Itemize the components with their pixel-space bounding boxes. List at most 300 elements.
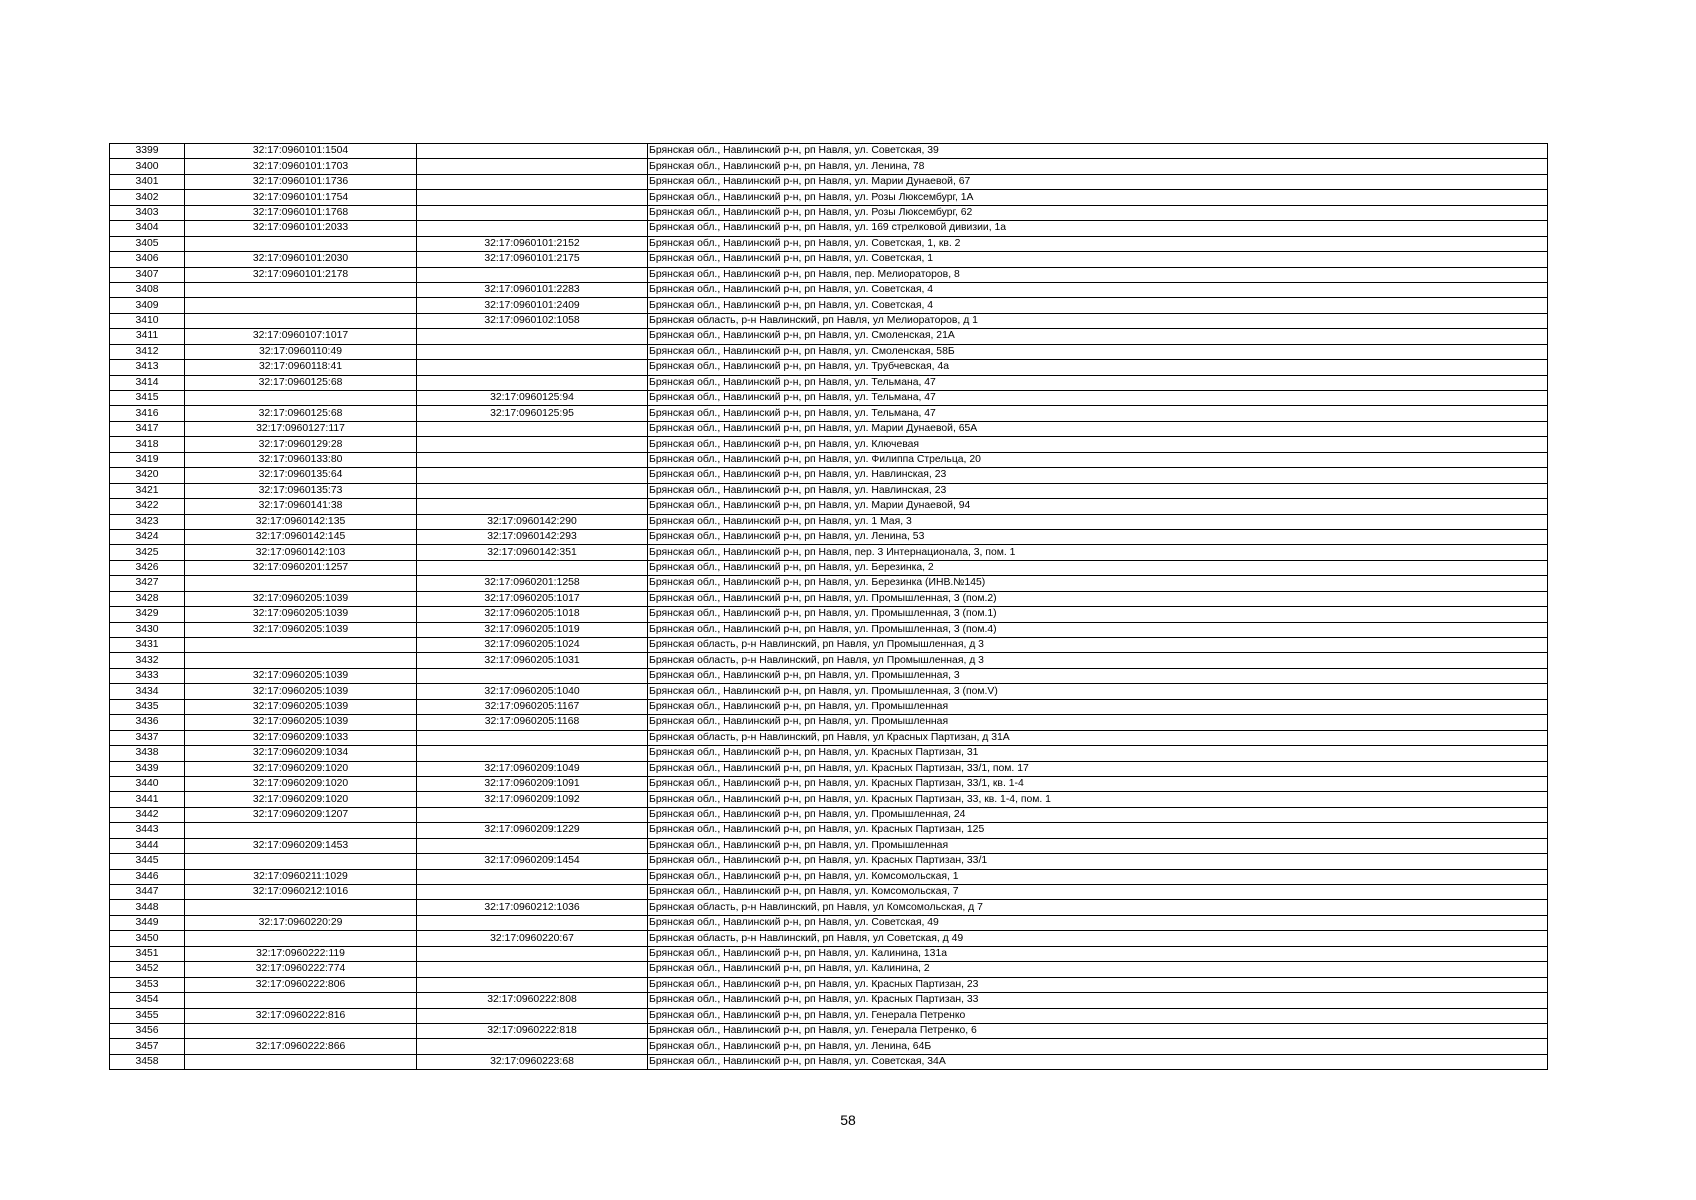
address-cell: Брянская обл., Навлинский р-н, рп Навля, ул. Навлинская, 23 [648,483,1548,498]
address-cell: Брянская обл., Навлинский р-н, рп Навля, ул. Березинка, 2 [648,560,1548,575]
cadastral-number-cell: 32:17:0960209:1020 [185,776,417,791]
table-row [110,514,1548,529]
related-cadastral-number-cell [417,221,648,236]
address-cell: Брянская обл., Навлинский р-н, рп Навля, ул. Советская, 39 [648,144,1548,159]
cadastral-number-cell [185,313,417,328]
row-number-cell: 3427 [110,576,185,591]
related-cadastral-number-cell: 32:17:0960142:290 [417,514,648,529]
cadastral-number-cell: 32:17:0960205:1039 [185,684,417,699]
related-cadastral-number-cell [417,946,648,961]
related-cadastral-number-cell: 32:17:0960205:1168 [417,715,648,730]
related-cadastral-number-cell: 32:17:0960205:1024 [417,638,648,653]
row-number-cell: 3439 [110,761,185,776]
row-number-cell: 3408 [110,282,185,297]
related-cadastral-number-cell: 32:17:0960142:351 [417,545,648,560]
table-row [110,313,1548,328]
table-row [110,638,1548,653]
address-cell: Брянская обл., Навлинский р-н, рп Навля, ул. Генерала Петренко [648,1008,1548,1023]
cadastral-number-cell: 32:17:0960141:38 [185,499,417,514]
address-cell: Брянская область, р-н Навлинский, рп Навля, ул Советская, д 49 [648,931,1548,946]
address-cell: Брянская обл., Навлинский р-н, рп Навля, ул. Комсомольская, 1 [648,869,1548,884]
address-cell: Брянская обл., Навлинский р-н, рп Навля, ул. Филиппа Стрельца, 20 [648,452,1548,467]
table-row [110,807,1548,822]
related-cadastral-number-cell [417,159,648,174]
table-row [110,452,1548,467]
cadastral-number-cell: 32:17:0960209:1207 [185,807,417,822]
table-row [110,1039,1548,1054]
related-cadastral-number-cell [417,344,648,359]
related-cadastral-number-cell [417,452,648,467]
table-row [110,391,1548,406]
related-cadastral-number-cell [417,483,648,498]
row-number-cell: 3423 [110,514,185,529]
address-cell: Брянская область, р-н Навлинский, рп Навля, ул Комсомольская, д 7 [648,900,1548,915]
address-cell: Брянская обл., Навлинский р-н, рп Навля, ул. Промышленная, 24 [648,807,1548,822]
address-cell: Брянская обл., Навлинский р-н, рп Навля, ул. Навлинская, 23 [648,468,1548,483]
cadastral-number-cell: 32:17:0960135:73 [185,483,417,498]
table-row [110,915,1548,930]
row-number-cell: 3448 [110,900,185,915]
address-cell: Брянская обл., Навлинский р-н, рп Навля, ул. Тельмана, 47 [648,375,1548,390]
address-cell: Брянская обл., Навлинский р-н, рп Навля, ул. Промышленная, 3 (пом.2) [648,591,1548,606]
table-row [110,962,1548,977]
table-row [110,499,1548,514]
related-cadastral-number-cell: 32:17:0960125:94 [417,391,648,406]
row-number-cell: 3415 [110,391,185,406]
cadastral-number-cell [185,638,417,653]
row-number-cell: 3409 [110,298,185,313]
related-cadastral-number-cell: 32:17:0960201:1258 [417,576,648,591]
row-number-cell: 3437 [110,730,185,745]
cadastral-number-cell: 32:17:0960127:117 [185,421,417,436]
table-row [110,730,1548,745]
table-row [110,715,1548,730]
row-number-cell: 3420 [110,468,185,483]
table-row [110,1054,1548,1069]
row-number-cell: 3447 [110,885,185,900]
cadastral-number-cell: 32:17:0960101:1768 [185,205,417,220]
table-row [110,946,1548,961]
cadastral-number-cell [185,236,417,251]
related-cadastral-number-cell [417,885,648,900]
related-cadastral-number-cell [417,205,648,220]
table-row [110,282,1548,297]
related-cadastral-number-cell [417,190,648,205]
address-cell: Брянская обл., Навлинский р-н, рп Навля, ул. Советская, 1, кв. 2 [648,236,1548,251]
row-number-cell: 3451 [110,946,185,961]
row-number-cell: 3421 [110,483,185,498]
table-row [110,159,1548,174]
row-number-cell: 3445 [110,854,185,869]
table-row [110,267,1548,282]
related-cadastral-number-cell: 32:17:0960222:818 [417,1023,648,1038]
table-row [110,406,1548,421]
registry-table-body [110,144,1548,1070]
cadastral-number-cell: 32:17:0960205:1039 [185,715,417,730]
related-cadastral-number-cell [417,838,648,853]
row-number-cell: 3444 [110,838,185,853]
table-row [110,344,1548,359]
row-number-cell: 3428 [110,591,185,606]
address-cell: Брянская обл., Навлинский р-н, рп Навля, ул. 169 стрелковой дивизии, 1а [648,221,1548,236]
cadastral-number-cell [185,391,417,406]
address-cell: Брянская обл., Навлинский р-н, рп Навля, ул. Промышленная [648,838,1548,853]
table-row [110,221,1548,236]
related-cadastral-number-cell [417,174,648,189]
row-number-cell: 3418 [110,437,185,452]
address-cell: Брянская обл., Навлинский р-н, рп Навля, ул. Тельмана, 47 [648,391,1548,406]
row-number-cell: 3406 [110,252,185,267]
related-cadastral-number-cell [417,915,648,930]
row-number-cell: 3441 [110,792,185,807]
table-row [110,329,1548,344]
row-number-cell: 3401 [110,174,185,189]
row-number-cell: 3403 [110,205,185,220]
row-number-cell: 3457 [110,1039,185,1054]
address-cell: Брянская обл., Навлинский р-н, рп Навля, ул. Ленина, 78 [648,159,1548,174]
cadastral-number-cell [185,823,417,838]
related-cadastral-number-cell [417,375,648,390]
cadastral-number-cell: 32:17:0960205:1039 [185,699,417,714]
table-row [110,746,1548,761]
table-row [110,560,1548,575]
related-cadastral-number-cell [417,560,648,575]
cadastral-number-cell: 32:17:0960222:866 [185,1039,417,1054]
page-number: 58 [840,1112,856,1128]
row-number-cell: 3446 [110,869,185,884]
table-row [110,653,1548,668]
cadastral-number-cell: 32:17:0960222:806 [185,977,417,992]
address-cell: Брянская обл., Навлинский р-н, рп Навля, ул. Комсомольская, 7 [648,885,1548,900]
related-cadastral-number-cell: 32:17:0960209:1092 [417,792,648,807]
cadastral-number-cell: 32:17:0960209:1033 [185,730,417,745]
related-cadastral-number-cell: 32:17:0960209:1229 [417,823,648,838]
address-cell: Брянская обл., Навлинский р-н, рп Навля, ул. Розы Люксембург, 1А [648,190,1548,205]
row-number-cell: 3410 [110,313,185,328]
address-cell: Брянская обл., Навлинский р-н, рп Навля, ул. Красных Партизан, 125 [648,823,1548,838]
address-cell: Брянская область, р-н Навлинский, рп Навля, ул Промышленная, д 3 [648,653,1548,668]
cadastral-number-cell: 32:17:0960220:29 [185,915,417,930]
row-number-cell: 3422 [110,499,185,514]
row-number-cell: 3426 [110,560,185,575]
cadastral-number-cell: 32:17:0960209:1034 [185,746,417,761]
related-cadastral-number-cell: 32:17:0960220:67 [417,931,648,946]
address-cell: Брянская обл., Навлинский р-н, рп Навля, ул. Советская, 34А [648,1054,1548,1069]
table-row [110,823,1548,838]
related-cadastral-number-cell [417,1039,648,1054]
related-cadastral-number-cell: 32:17:0960102:1058 [417,313,648,328]
row-number-cell: 3436 [110,715,185,730]
related-cadastral-number-cell: 32:17:0960222:808 [417,993,648,1008]
address-cell: Брянская обл., Навлинский р-н, рп Навля, ул. Розы Люксембург, 62 [648,205,1548,220]
related-cadastral-number-cell: 32:17:0960205:1019 [417,622,648,637]
cadastral-number-cell: 32:17:0960205:1039 [185,591,417,606]
cadastral-number-cell: 32:17:0960205:1039 [185,622,417,637]
table-row [110,174,1548,189]
table-row [110,761,1548,776]
row-number-cell: 3399 [110,144,185,159]
cadastral-number-cell: 32:17:0960142:135 [185,514,417,529]
table-row [110,576,1548,591]
cadastral-number-cell [185,576,417,591]
table-row [110,468,1548,483]
cadastral-number-cell: 32:17:0960201:1257 [185,560,417,575]
cadastral-number-cell [185,1023,417,1038]
row-number-cell: 3452 [110,962,185,977]
address-cell: Брянская обл., Навлинский р-н, рп Навля, ул. Тельмана, 47 [648,406,1548,421]
cadastral-number-cell [185,993,417,1008]
address-cell: Брянская обл., Навлинский р-н, рп Навля, ул. Марии Дунаевой, 94 [648,499,1548,514]
related-cadastral-number-cell [417,977,648,992]
cadastral-number-cell: 32:17:0960118:41 [185,360,417,375]
table-row [110,838,1548,853]
row-number-cell: 3414 [110,375,185,390]
address-cell: Брянская обл., Навлинский р-н, рп Навля, ул. Красных Партизан, 33, кв. 1-4, пом. 1 [648,792,1548,807]
related-cadastral-number-cell: 32:17:0960101:2409 [417,298,648,313]
address-cell: Брянская обл., Навлинский р-н, рп Навля, ул. 1 Мая, 3 [648,514,1548,529]
cadastral-number-cell: 32:17:0960107:1017 [185,329,417,344]
row-number-cell: 3413 [110,360,185,375]
cadastral-number-cell: 32:17:0960212:1016 [185,885,417,900]
row-number-cell: 3454 [110,993,185,1008]
address-cell: Брянская обл., Навлинский р-н, рп Навля, ул. Марии Дунаевой, 67 [648,174,1548,189]
related-cadastral-number-cell: 32:17:0960212:1036 [417,900,648,915]
row-number-cell: 3407 [110,267,185,282]
table-row [110,869,1548,884]
row-number-cell: 3425 [110,545,185,560]
table-row [110,776,1548,791]
row-number-cell: 3450 [110,931,185,946]
related-cadastral-number-cell [417,1008,648,1023]
row-number-cell: 3434 [110,684,185,699]
address-cell: Брянская обл., Навлинский р-н, рп Навля, ул. Советская, 4 [648,298,1548,313]
row-number-cell: 3443 [110,823,185,838]
cadastral-number-cell: 32:17:0960101:1703 [185,159,417,174]
row-number-cell: 3442 [110,807,185,822]
table-row [110,900,1548,915]
related-cadastral-number-cell [417,730,648,745]
row-number-cell: 3458 [110,1054,185,1069]
table-row [110,931,1548,946]
related-cadastral-number-cell [417,962,648,977]
row-number-cell: 3404 [110,221,185,236]
cadastral-number-cell: 32:17:0960125:68 [185,375,417,390]
row-number-cell: 3411 [110,329,185,344]
table-row [110,144,1548,159]
row-number-cell: 3405 [110,236,185,251]
related-cadastral-number-cell: 32:17:0960205:1040 [417,684,648,699]
related-cadastral-number-cell [417,807,648,822]
row-number-cell: 3431 [110,638,185,653]
row-number-cell: 3416 [110,406,185,421]
address-cell: Брянская обл., Навлинский р-н, рп Навля, ул. Красных Партизан, 33/1 [648,854,1548,869]
table-row [110,236,1548,251]
table-row [110,1023,1548,1038]
table-row [110,977,1548,992]
related-cadastral-number-cell [417,746,648,761]
address-cell: Брянская обл., Навлинский р-н, рп Навля, ул. Смоленская, 58Б [648,344,1548,359]
table-row [110,545,1548,560]
row-number-cell: 3402 [110,190,185,205]
address-cell: Брянская обл., Навлинский р-н, рп Навля, ул. Промышленная, 3 (пом.V) [648,684,1548,699]
row-number-cell: 3429 [110,607,185,622]
related-cadastral-number-cell: 32:17:0960101:2283 [417,282,648,297]
table-row [110,591,1548,606]
related-cadastral-number-cell [417,499,648,514]
table-row [110,252,1548,267]
address-cell: Брянская обл., Навлинский р-н, рп Навля, ул. Промышленная [648,715,1548,730]
related-cadastral-number-cell: 32:17:0960142:293 [417,529,648,544]
cadastral-number-cell: 32:17:0960129:28 [185,437,417,452]
row-number-cell: 3435 [110,699,185,714]
cadastral-number-cell [185,298,417,313]
table-row [110,993,1548,1008]
cadastral-number-cell: 32:17:0960222:119 [185,946,417,961]
related-cadastral-number-cell: 32:17:0960223:68 [417,1054,648,1069]
address-cell: Брянская обл., Навлинский р-н, рп Навля, ул. Трубчевская, 4а [648,360,1548,375]
table-row [110,1008,1548,1023]
cadastral-number-cell [185,854,417,869]
address-cell: Брянская обл., Навлинский р-н, рп Навля, ул. Советская, 49 [648,915,1548,930]
cadastral-number-cell: 32:17:0960142:145 [185,529,417,544]
cadastral-number-cell: 32:17:0960135:64 [185,468,417,483]
cadastral-number-cell [185,1054,417,1069]
related-cadastral-number-cell [417,668,648,683]
address-cell: Брянская обл., Навлинский р-н, рп Навля, ул. Березинка (ИНВ.№145) [648,576,1548,591]
address-cell: Брянская обл., Навлинский р-н, рп Навля, ул. Промышленная, 3 (пом.4) [648,622,1548,637]
row-number-cell: 3453 [110,977,185,992]
cadastral-number-cell: 32:17:0960101:1754 [185,190,417,205]
address-cell: Брянская обл., Навлинский р-н, рп Навля, ул. Ленина, 64Б [648,1039,1548,1054]
cadastral-number-cell: 32:17:0960209:1020 [185,761,417,776]
cadastral-number-cell: 32:17:0960222:774 [185,962,417,977]
address-cell: Брянская обл., Навлинский р-н, рп Навля, пер. Мелиораторов, 8 [648,267,1548,282]
cadastral-number-cell: 32:17:0960205:1039 [185,668,417,683]
table-row [110,622,1548,637]
related-cadastral-number-cell [417,329,648,344]
address-cell: Брянская обл., Навлинский р-н, рп Навля, ул. Советская, 4 [648,282,1548,297]
cadastral-number-cell: 32:17:0960125:68 [185,406,417,421]
cadastral-number-cell: 32:17:0960142:103 [185,545,417,560]
cadastral-number-cell: 32:17:0960101:1504 [185,144,417,159]
address-cell: Брянская обл., Навлинский р-н, рп Навля, ул. Красных Партизан, 33/1, кв. 1-4 [648,776,1548,791]
cadastral-number-cell: 32:17:0960211:1029 [185,869,417,884]
address-cell: Брянская обл., Навлинский р-н, рп Навля, ул. Красных Партизан, 23 [648,977,1548,992]
cadastral-number-cell: 32:17:0960101:2178 [185,267,417,282]
related-cadastral-number-cell [417,468,648,483]
cadastral-number-cell [185,653,417,668]
address-cell: Брянская обл., Навлинский р-н, рп Навля, ул. Красных Партизан, 33/1, пом. 17 [648,761,1548,776]
table-row [110,529,1548,544]
table-row [110,360,1548,375]
cadastral-number-cell [185,900,417,915]
row-number-cell: 3417 [110,421,185,436]
table-row [110,421,1548,436]
table-row [110,668,1548,683]
address-cell: Брянская область, р-н Навлинский, рп Навля, ул Красных Партизан, д 31А [648,730,1548,745]
address-cell: Брянская обл., Навлинский р-н, рп Навля, ул. Промышленная, 3 [648,668,1548,683]
row-number-cell: 3449 [110,915,185,930]
cadastral-number-cell: 32:17:0960101:2030 [185,252,417,267]
row-number-cell: 3432 [110,653,185,668]
related-cadastral-number-cell: 32:17:0960209:1454 [417,854,648,869]
related-cadastral-number-cell: 32:17:0960209:1091 [417,776,648,791]
table-row [110,483,1548,498]
row-number-cell: 3455 [110,1008,185,1023]
table-row [110,684,1548,699]
row-number-cell: 3412 [110,344,185,359]
cadastral-number-cell: 32:17:0960101:2033 [185,221,417,236]
address-cell: Брянская обл., Навлинский р-н, рп Навля, пер. 3 Интернационала, 3, пом. 1 [648,545,1548,560]
cadastral-number-cell: 32:17:0960205:1039 [185,607,417,622]
address-cell: Брянская обл., Навлинский р-н, рп Навля, ул. Красных Партизан, 33 [648,993,1548,1008]
row-number-cell: 3424 [110,529,185,544]
table-row [110,375,1548,390]
related-cadastral-number-cell [417,144,648,159]
row-number-cell: 3440 [110,776,185,791]
related-cadastral-number-cell: 32:17:0960205:1167 [417,699,648,714]
address-cell: Брянская область, р-н Навлинский, рп Навля, ул Мелиораторов, д 1 [648,313,1548,328]
cadastral-number-cell [185,282,417,297]
cadastral-number-cell: 32:17:0960209:1453 [185,838,417,853]
address-cell: Брянская обл., Навлинский р-н, рп Навля, ул. Ленина, 53 [648,529,1548,544]
related-cadastral-number-cell [417,437,648,452]
table-row [110,885,1548,900]
related-cadastral-number-cell: 32:17:0960205:1017 [417,591,648,606]
table-row [110,437,1548,452]
related-cadastral-number-cell: 32:17:0960101:2175 [417,252,648,267]
address-cell: Брянская обл., Навлинский р-н, рп Навля, ул. Калинина, 131а [648,946,1548,961]
related-cadastral-number-cell [417,869,648,884]
address-cell: Брянская обл., Навлинский р-н, рп Навля, ул. Промышленная [648,699,1548,714]
related-cadastral-number-cell [417,421,648,436]
table-row [110,298,1548,313]
address-cell: Брянская обл., Навлинский р-н, рп Навля, ул. Смоленская, 21А [648,329,1548,344]
table-row [110,699,1548,714]
related-cadastral-number-cell [417,360,648,375]
cadastral-number-cell: 32:17:0960101:1736 [185,174,417,189]
address-cell: Брянская область, р-н Навлинский, рп Навля, ул Промышленная, д 3 [648,638,1548,653]
address-cell: Брянская обл., Навлинский р-н, рп Навля, ул. Ключевая [648,437,1548,452]
table-row [110,854,1548,869]
address-cell: Брянская обл., Навлинский р-н, рп Навля, ул. Марии Дунаевой, 65А [648,421,1548,436]
related-cadastral-number-cell: 32:17:0960101:2152 [417,236,648,251]
table-row [110,792,1548,807]
related-cadastral-number-cell: 32:17:0960125:95 [417,406,648,421]
row-number-cell: 3433 [110,668,185,683]
table-row [110,190,1548,205]
related-cadastral-number-cell: 32:17:0960205:1018 [417,607,648,622]
row-number-cell: 3456 [110,1023,185,1038]
table-row [110,205,1548,220]
related-cadastral-number-cell [417,267,648,282]
row-number-cell: 3419 [110,452,185,467]
row-number-cell: 3438 [110,746,185,761]
cadastral-number-cell [185,931,417,946]
registry-table [109,143,1548,1070]
cadastral-number-cell: 32:17:0960110:49 [185,344,417,359]
address-cell: Брянская обл., Навлинский р-н, рп Навля, ул. Генерала Петренко, 6 [648,1023,1548,1038]
address-cell: Брянская обл., Навлинский р-н, рп Навля, ул. Красных Партизан, 31 [648,746,1548,761]
row-number-cell: 3400 [110,159,185,174]
cadastral-number-cell: 32:17:0960209:1020 [185,792,417,807]
related-cadastral-number-cell: 32:17:0960205:1031 [417,653,648,668]
cadastral-number-cell: 32:17:0960133:80 [185,452,417,467]
address-cell: Брянская обл., Навлинский р-н, рп Навля, ул. Калинина, 2 [648,962,1548,977]
table-row [110,607,1548,622]
related-cadastral-number-cell: 32:17:0960209:1049 [417,761,648,776]
address-cell: Брянская обл., Навлинский р-н, рп Навля, ул. Советская, 1 [648,252,1548,267]
